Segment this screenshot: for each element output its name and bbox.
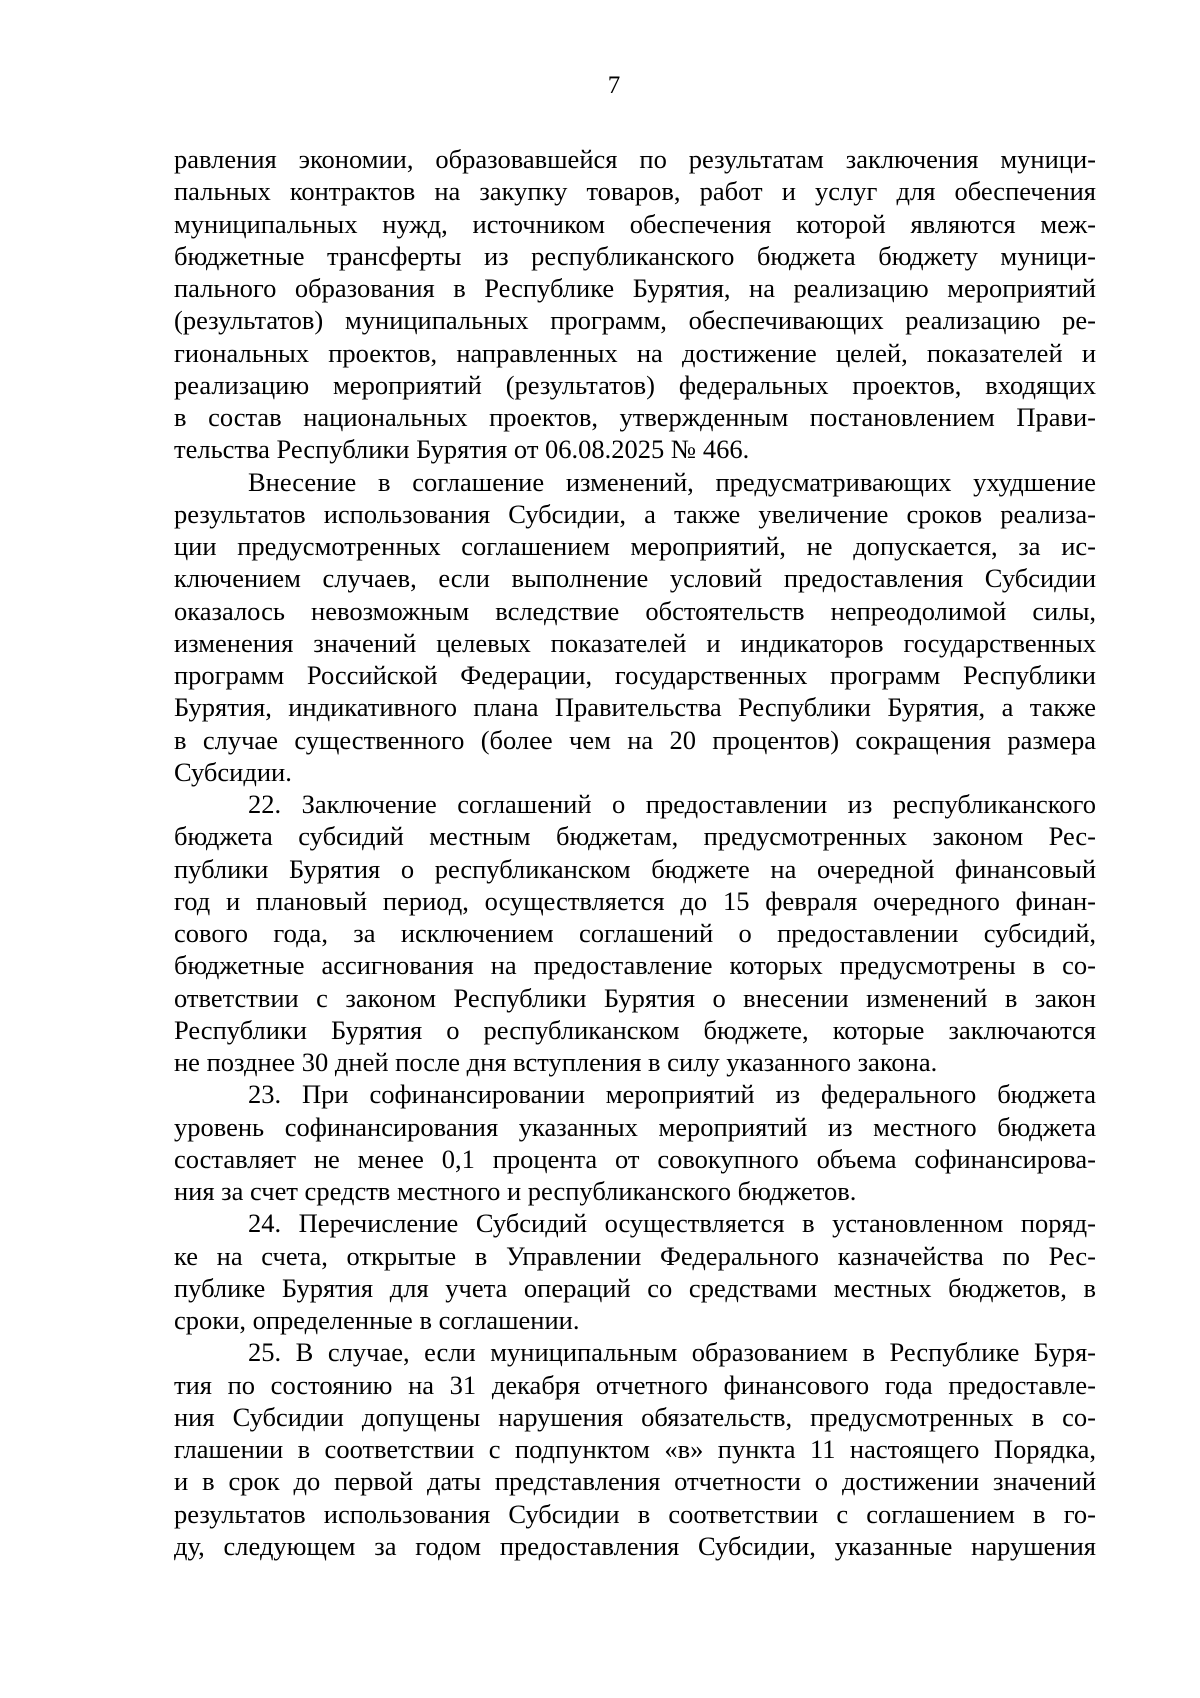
paragraph-first-line: 25. В случае, если муниципальным образованием в Республике Буря- [248,1337,1096,1368]
text-line: тия по состоянию на 31 декабря отчетного финансового года предоставле- [174,1369,1096,1400]
text-line: глашении в соответствии с подпунктом «в» пункта 11 настоящего Порядка, [174,1434,1096,1464]
text-line: реализацию мероприятий (результатов) федеральных проектов, входящих [174,369,1096,400]
text-line: ния за счет средств местного и республиканского бюджетов. [174,1176,857,1206]
text-line: равления экономии, образовавшейся по результатам заключения муници- [174,144,1096,174]
text-line: бюджетные трансферты из республиканского бюджета бюджету муници- [174,240,1096,271]
paragraph-first-line: Внесение в соглашение изменений, предусматривающих ухудшение [248,466,1096,497]
text-line: ключением случаев, если выполнение условий предоставления Субсидии [174,563,1096,594]
text-line: результатов использования Субсидии, а также увеличение сроков реализа- [174,498,1096,529]
text-line: гиональных проектов, направленных на достижение целей, показателей и [174,337,1096,368]
text-line: ответствии с законом Республики Бурятия о внесении изменений в закон [174,982,1096,1013]
text-line: публики Бурятия о республиканском бюджете на очередной финансовый [174,853,1096,884]
text-line: публике Бурятия для учета операций со средствами местных бюджетов, в [174,1272,1096,1303]
text-line: тельства Республики Бурятия от 06.08.2025 № 466. [174,434,750,465]
text-line: Субсидии. [174,756,292,787]
text-line: (результатов) муниципальных программ, обеспечивающих реализацию ре- [174,305,1096,336]
page-number: 7 [607,72,621,99]
text-line: сового года, за исключением соглашений о предоставлении субсидий, [174,918,1096,948]
text-line: муниципальных нужд, источником обеспечения которой являются меж- [174,208,1096,239]
text-line: Бурятия, индикативного плана Правительства Республики Бурятия, а также [174,692,1096,723]
text-line: год и плановый период, осуществляется до 15 февраля очередного финан- [174,885,1096,916]
text-line: пального образования в Республике Бурятия, на реализацию мероприятий [174,273,1096,303]
text-line: оказалось невозможным вследствие обстоятельств непреодолимой силы, [174,595,1096,626]
text-line: программ Российской Федерации, государственных программ Республики [174,660,1096,690]
text-line: в случае существенного (более чем на 20 процентов) сокращения размера [174,724,1096,755]
text-line: и в срок до первой даты представления отчетности о достижении значений [174,1466,1096,1497]
text-line: не позднее 30 дней после дня вступления в силу указанного закона. [174,1047,938,1077]
text-line: бюджета субсидий местным бюджетам, предусмотренных законом Рес- [174,821,1096,852]
text-line: Республики Бурятия о республиканском бюджете, которые заключаются [174,1014,1096,1045]
text-line: ния Субсидии допущены нарушения обязательств, предусмотренных в со- [174,1401,1096,1432]
paragraph-first-line: 23. При софинансировании мероприятий из федерального бюджета [248,1079,1096,1110]
text-line: ду, следующем за годом предоставления Субсидии, указанные нарушения [174,1530,1096,1561]
paragraph-first-line: 22. Заключение соглашений о предоставлении из республиканского [248,789,1096,819]
text-line: уровень софинансирования указанных мероприятий из местного бюджета [174,1111,1096,1142]
text-line: ке на счета, открытые в Управлении Федерального казначейства по Рес- [174,1240,1096,1271]
text-line: в состав национальных проектов, утвержденным постановлением Прави- [174,402,1096,432]
text-line: составляет не менее 0,1 процента от совокупного объема софинансирова- [174,1143,1096,1174]
text-line: результатов использования Субсидии в соответствии с соглашением в го- [174,1498,1096,1529]
text-line: пальных контрактов на закупку товаров, работ и услуг для обеспечения [174,176,1096,207]
text-line: сроки, определенные в соглашении. [174,1305,580,1335]
text-line: ции предусмотренных соглашением мероприятий, не допускается, за ис- [174,531,1096,561]
text-line: бюджетные ассигнования на предоставление которых предусмотрены в со- [174,950,1096,981]
document-body [174,143,1096,1562]
text-line: изменения значений целевых показателей и индикаторов государственных [174,627,1096,658]
paragraph-first-line: 24. Перечисление Субсидий осуществляется в установленном поряд- [248,1208,1096,1239]
